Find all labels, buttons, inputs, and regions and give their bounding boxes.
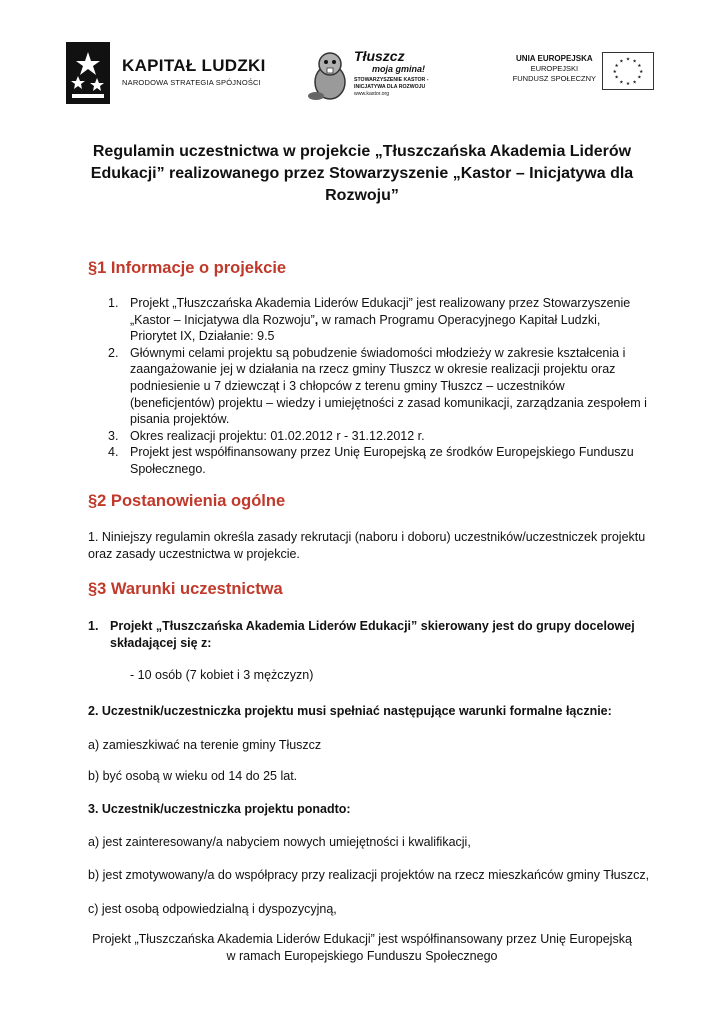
tluszcz-website: www.kastor.org bbox=[354, 91, 390, 97]
section1-item-3 bbox=[88, 428, 648, 445]
section1-item-1 bbox=[88, 295, 648, 345]
svg-text:★: ★ bbox=[632, 59, 637, 65]
item-text: Projekt „Tłuszczańska Akademia Liderów Edukacji” jest realizowany przez Stowarzyszenie „Kastor – Inicjatywa dla Rozwoju” bbox=[130, 296, 631, 327]
section1-item-4 bbox=[88, 444, 648, 477]
item-bold-comma: , bbox=[314, 312, 319, 327]
list-number: 3. bbox=[108, 428, 119, 443]
eu-flag-icon bbox=[602, 52, 654, 90]
tluszcz-logo bbox=[308, 46, 438, 104]
tluszcz-line1: STOWARZYSZENIE KASTOR - bbox=[354, 77, 429, 83]
page-footer bbox=[40, 931, 684, 965]
footer-line2: w ramach Europejskiego Funduszu Społecznego bbox=[226, 949, 498, 963]
svg-text:★: ★ bbox=[614, 75, 619, 81]
item-text-continued: w ramach Programu Operacyjnego Kapitał Ludzki, Priorytet IX, Działanie: 9.5 bbox=[130, 312, 601, 344]
tluszcz-line2: INICJATYWA DLA ROZWOJU bbox=[354, 84, 426, 90]
list-number: 2. bbox=[108, 345, 119, 360]
svg-text:★: ★ bbox=[637, 64, 642, 70]
section3-item-3: 3. Uczestnik/uczestniczka projektu ponadto: bbox=[88, 802, 351, 816]
tluszcz-motto: moja gmina! bbox=[372, 64, 426, 74]
svg-text:★: ★ bbox=[612, 69, 617, 75]
item-text: Głównymi celami projektu są pobudzenie świadomości młodzieży w zakresie kształcenia i zaangażowanie jej w działania na rzecz gminy Tłuszcz w okresie realizacji projektu oraz podniesienie u 7 dziewcząt i 3 chłopców z terenu gminy Tłuszcz – uczestników (beneficjentów) projektu – wiedzy i umiejętności z zasad komunikacji, zarządzania zespołem i pisania projektów. bbox=[130, 345, 647, 427]
svg-text:★: ★ bbox=[625, 82, 631, 88]
section3-item-1-sub: - 10 osób (7 kobiet i 3 mężczyzn) bbox=[130, 668, 314, 682]
section3-item-2b: b) być osobą w wieku od 14 do 25 lat. bbox=[88, 769, 298, 783]
section2-text: 1. Niniejszy regulamin określa zasady rekrutacji (naboru i doboru) uczestników/uczestniczek projektu oraz zasady uczestnictwa w projekcie. bbox=[88, 530, 646, 561]
footer-line1: Projekt „Tłuszczańska Akademia Liderów Edukacji” jest współfinansowany przez Unię Europejską bbox=[92, 932, 632, 946]
list-number: 4. bbox=[108, 445, 119, 460]
item-text: Projekt „Tłuszczańska Akademia Liderów Edukacji” skierowany jest do grupy docelowej składającej się z: bbox=[110, 619, 635, 650]
eu-line1: UNIA EUROPEJSKA bbox=[516, 54, 593, 63]
section2-heading: §2 Postanowienia ogólne bbox=[88, 492, 286, 510]
section3-item-1 bbox=[88, 618, 648, 651]
kapital-ludzki-emblem-icon bbox=[66, 42, 110, 104]
svg-text:★: ★ bbox=[632, 80, 637, 86]
section3-item-2a: a) zamieszkiwać na terenie gminy Tłuszcz bbox=[88, 738, 322, 752]
svg-text:★: ★ bbox=[619, 59, 624, 65]
beaver-mascot-icon bbox=[308, 48, 352, 102]
tluszcz-title: Tłuszcz bbox=[354, 48, 405, 64]
eu-text bbox=[513, 54, 596, 83]
section1-list bbox=[88, 295, 648, 478]
kapital-ludzki-logo bbox=[66, 42, 266, 104]
svg-text:★: ★ bbox=[625, 57, 631, 63]
section3-item-3b: b) jest zmotywowany/a do współpracy przy realizacji projektów na rzecz mieszkańców gminy Tłuszcz, bbox=[88, 868, 650, 882]
section3-item-3c: c) jest osobą odpowiedzialną i dyspozycyjną, bbox=[88, 902, 337, 916]
eu-line2: EUROPEJSKI bbox=[530, 64, 579, 73]
svg-text:★: ★ bbox=[619, 80, 624, 86]
svg-text:★: ★ bbox=[614, 64, 619, 70]
eu-logo bbox=[496, 48, 658, 100]
list-number: 1. bbox=[108, 296, 119, 310]
svg-text:★: ★ bbox=[639, 69, 644, 75]
section1-heading: §1 Informacje o projekcie bbox=[88, 259, 287, 277]
eu-line3: FUNDUSZ SPOŁECZNY bbox=[512, 74, 596, 83]
item-text: Projekt jest współfinansowany przez Unię Europejską ze środków Europejskiego Funduszu Społecznego. bbox=[130, 445, 634, 476]
section3-item-3a: a) jest zainteresowany/a nabyciem nowych umiejętności i kwalifikacji, bbox=[88, 835, 471, 849]
svg-text:★: ★ bbox=[637, 75, 642, 81]
kapital-ludzki-title: KAPITAŁ LUDZKI bbox=[122, 56, 266, 75]
section3-item-2: 2. Uczestnik/uczestniczka projektu musi spełniać następujące warunki formalne łącznie: bbox=[88, 704, 612, 718]
item-text: Okres realizacji projektu: 01.02.2012 r - 31.12.2012 r. bbox=[130, 428, 425, 443]
kapital-ludzki-subtitle: NARODOWA STRATEGIA SPÓJNOŚCI bbox=[122, 78, 261, 87]
document-title: Regulamin uczestnictwa w projekcie „Tłuszczańska Akademia Liderów Edukacji” realizowanego przez Stowarzyszenie „Kastor – Inicjatywa dla Rozwoju” bbox=[90, 143, 634, 204]
section1-item-2 bbox=[88, 345, 648, 428]
list-number: 1. bbox=[88, 619, 99, 633]
section3-heading: §3 Warunki uczestnictwa bbox=[88, 580, 283, 598]
